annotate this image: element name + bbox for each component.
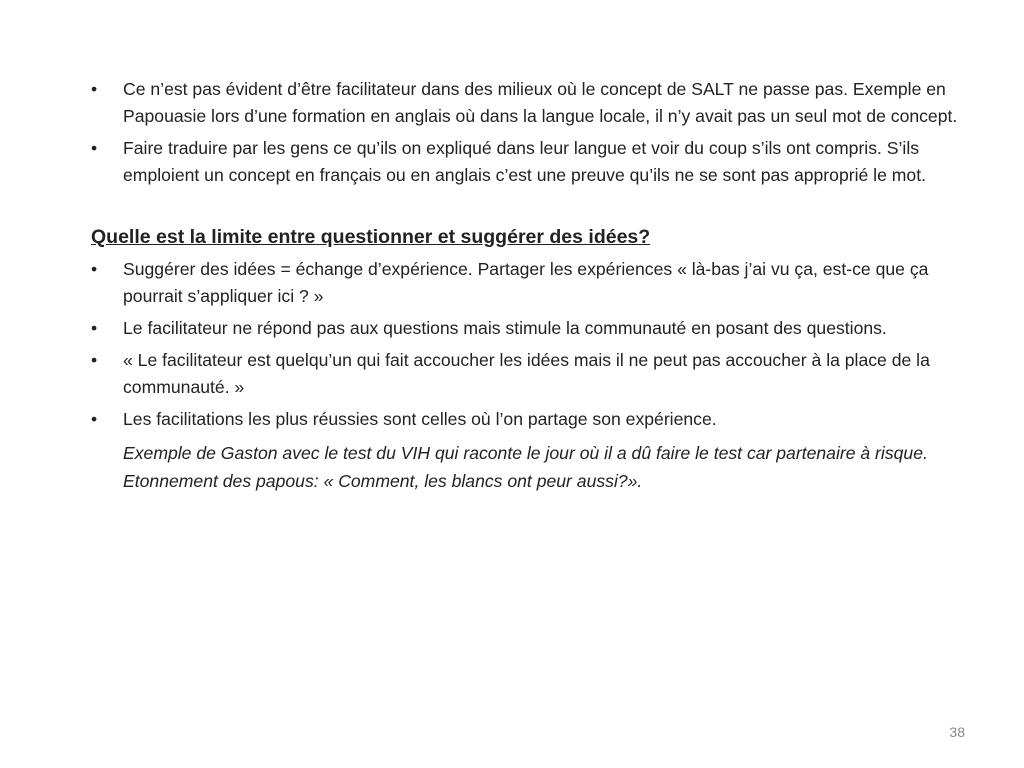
list-item: [91, 256, 971, 310]
list-item: [91, 76, 971, 130]
list-item: [91, 406, 971, 433]
list-item-text: Les facilitations les plus réussies sont celles où l’on partage son expérience.: [123, 409, 717, 429]
list-item: [91, 135, 971, 189]
bullet-icon: •: [91, 350, 98, 370]
bullet-icon: •: [91, 318, 98, 338]
section-heading: Quelle est la limite entre questionner et suggérer des idées?: [91, 226, 651, 248]
list-item-text: « Le facilitateur est quelqu’un qui fait accoucher les idées mais il ne peut pas accoucher à la place de la communauté. »: [123, 350, 930, 397]
list-item: [91, 315, 971, 342]
bullet-icon: •: [91, 259, 98, 279]
bullet-list-1: [91, 76, 971, 189]
bullet-icon: •: [91, 138, 98, 158]
list-item-text: Suggérer des idées = échange d’expérience. Partager les expériences « là-bas j’ai vu ça, est-ce que ça pourrait s’appliquer ici ? »: [123, 259, 929, 306]
list-item-text: Le facilitateur ne répond pas aux questions mais stimule la communauté en posant des questions.: [123, 318, 887, 338]
bullet-list-2: [91, 256, 971, 433]
bullet-icon: •: [91, 409, 98, 429]
list-item: [91, 347, 971, 401]
list-item-text: Faire traduire par les gens ce qu’ils on expliqué dans leur langue et voir du coup s’ils ont compris. S’ils emploient un concept en français ou en anglais c’est une preuve qu’ils ne se sont pas approprié le mot.: [123, 138, 926, 185]
bullet-icon: •: [91, 79, 98, 99]
page-number: 38: [949, 724, 965, 740]
slide-content: [91, 76, 971, 495]
example-paragraph: Exemple de Gaston avec le test du VIH qui raconte le jour où il a dû faire le test car partenaire à risque. Etonnement des papous: « Comment, les blancs ont peur aussi?».: [123, 443, 928, 491]
list-item-text: Ce n’est pas évident d’être facilitateur dans des milieux où le concept de SALT ne passe pas. Exemple en Papouasie lors d’une formation en anglais où dans la langue locale, il n’y avait pas un seul mot de concept.: [123, 79, 958, 126]
